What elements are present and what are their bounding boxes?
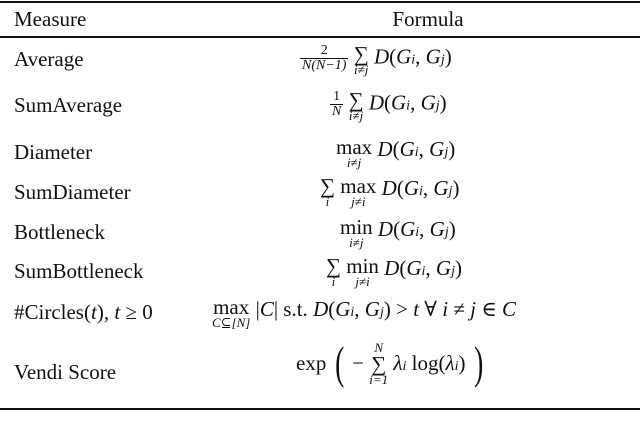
formula-vendi-score: exp ( − N ∑ i=1 λi log(λi) ) [296, 337, 483, 388]
table-top-rule [0, 1, 640, 3]
formula-average: $\frac{2}{N(N-1)}$ ∑ i≠j D(Gi, Gj) [302, 42, 452, 77]
measure-diameter: Diameter [14, 140, 93, 164]
measure-circles: #Circles(t), t ≥ 0 [14, 300, 153, 324]
formula-bottleneck: min i≠j D(Gi, Gj) [340, 215, 456, 250]
formula-sumdiameter: ∑ i max j≠i D(Gi, Gj) [320, 174, 460, 209]
header-measure: Measure [14, 7, 87, 31]
measure-average: Average [14, 47, 84, 71]
formula-sumaverage: $\frac{1}{N}$ ∑ i≠j D(Gi, Gj) [332, 88, 447, 123]
formula-sumbottleneck: ∑ i min j≠i D(Gi, Gj) [326, 254, 462, 289]
measure-sumdiameter: SumDiameter [14, 180, 131, 204]
formula-circles: max C⊆[N] |C| s.t. D(Gi, Gj) > t ∀ i ≠ j ∈ C [212, 295, 517, 330]
measure-sumaverage: SumAverage [14, 93, 123, 117]
measure-bottleneck: Bottleneck [14, 220, 105, 244]
table-bottom-rule [0, 408, 640, 410]
table-header-rule [0, 36, 640, 38]
measure-sumbottleneck: SumBottleneck [14, 259, 144, 283]
formula-diameter: max i≠j D(Gi, Gj) [336, 135, 456, 170]
measure-vendi-score: Vendi Score [14, 360, 117, 384]
header-formula: Formula [392, 7, 464, 31]
